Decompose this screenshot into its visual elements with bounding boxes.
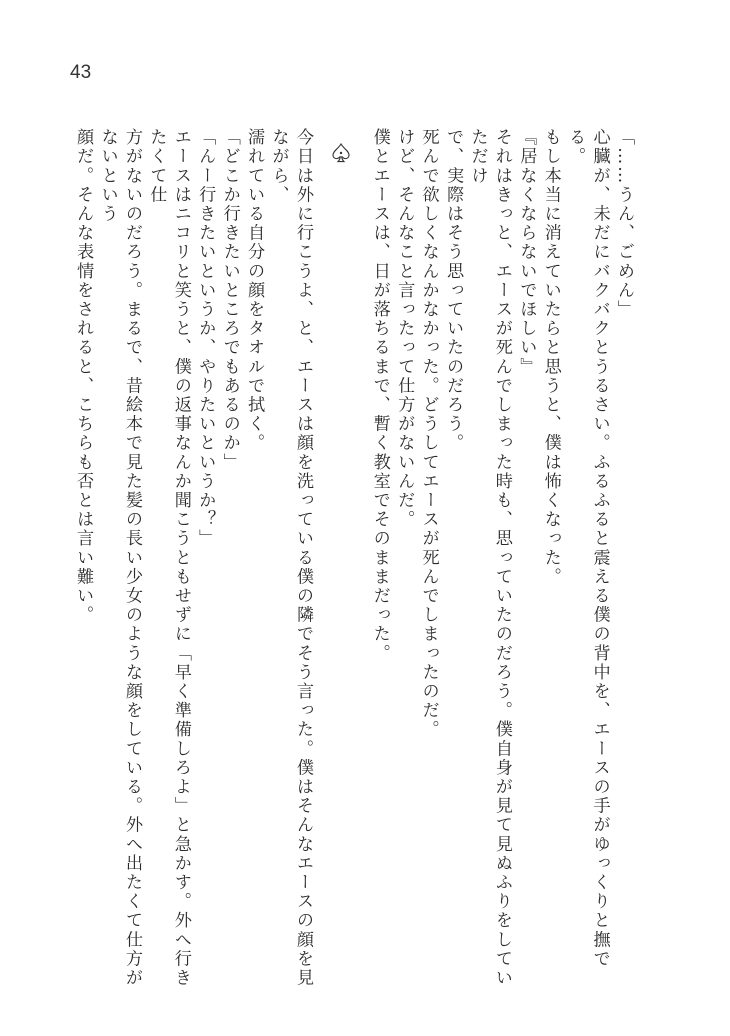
text-line: 『居なくならないでほしい』 (516, 128, 537, 377)
text-line: それはきっと、エースが死んでしまった時も、思っていたのだろう。僕自身が見て見ぬふりをしていただけ (467, 128, 512, 988)
text-line: 濡れている自分の顔をタオルで拭く。 (244, 128, 265, 453)
text-line: 死んで欲しくなんかなかった。どうしてエースが死んでしまったのだ。 (418, 128, 439, 740)
text-line: 「……うん、ごめん」 (614, 128, 634, 319)
spade-icon (331, 142, 353, 164)
text-line: 心臓が、未だにバクバクとうるさい。ふるふると震える僕の背中を、エースの手がゆっくりと撫でる。 (565, 128, 610, 969)
text-line: 「んー行きたいというか、やりたいというか？」 (195, 128, 216, 549)
text-line: で、実際はそう思っていたのだろう。 (443, 128, 464, 453)
text-line: もし本当に消えていたらと思うと、僕は怖くなった。 (540, 128, 561, 587)
text-line: 顔だ。そんな表情をされると、こちらも否とは言い難い。 (73, 128, 94, 625)
section-break (329, 128, 353, 166)
text-line: けど、そんなこと言ったって仕方がないんだ。 (394, 128, 415, 530)
text-line: 「どこか行きたいところでもあるのか」 (219, 128, 240, 472)
page-number: 43 (70, 62, 92, 83)
text-line: エースはニコリと笑うと、僕の返事なんか聞こうともせずに「早く準備しろよ」と急かす。外へ行きたくて仕 (146, 128, 191, 988)
text-line: 今日は外に行こうよ、と、エースは顔を洗っている僕の隣でそう言った。僕はそんなエースの顔を見ながら、 (268, 128, 313, 988)
text-line: 僕とエースは、日が落ちるまで、暫く教室でそのままだった。 (369, 128, 390, 663)
text-line: 方がないのだろう。まるで、昔絵本で見た髪の長い少女のような顔をしている。外へ出たくて仕方がないという (97, 128, 142, 988)
body-text (56, 128, 636, 988)
